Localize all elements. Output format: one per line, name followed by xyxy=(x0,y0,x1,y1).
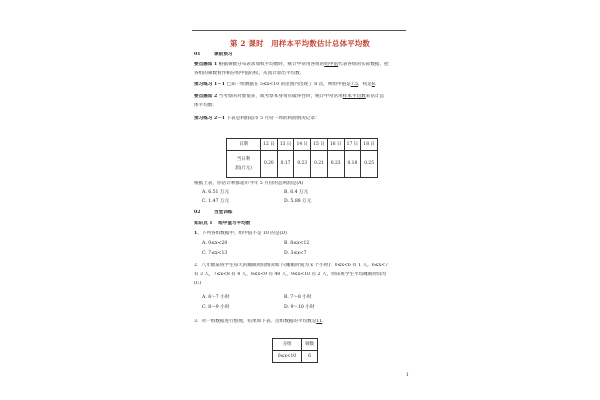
table-row xyxy=(227,151,378,178)
table-cell: 0≤x<10 xyxy=(273,351,302,363)
point-text: 当考察的对象很多，或考察本身带有破坏性时，统计中常常用 xyxy=(218,94,343,99)
ex2-option-a: A. 6～7 小时 xyxy=(202,295,230,300)
practice-label: 预习练习 2－1 xyxy=(194,116,225,121)
table-cell: 0.20 xyxy=(261,151,278,178)
q1-option-a: A. 6.51 万元 xyxy=(202,190,230,195)
point1-line1 xyxy=(194,62,424,68)
knowledge1-heading xyxy=(194,221,424,227)
ex2-option-b: B. 7～8 小时 xyxy=(284,295,312,300)
table-row xyxy=(273,351,318,363)
point2-line1 xyxy=(194,94,424,100)
table-header-cell: 14 日 xyxy=(294,139,311,151)
q1-option-b: B. 6.4 万元 xyxy=(284,190,309,195)
table-header-cell: 12 日 xyxy=(261,139,278,151)
frequency-table xyxy=(272,338,318,363)
page-title: 第 2 课时 用样本平均数估计总体平均数 xyxy=(230,39,370,48)
exercise-text: 下列各组数据中，组中值不是 10 的是(D) xyxy=(201,231,287,236)
practice-text: 已知一组数据在 5≤x<10 的范围内出现了 8 次，则组中值是 xyxy=(226,82,351,87)
table-cell: 0.25 xyxy=(361,151,378,178)
section-02-heading xyxy=(194,210,424,216)
exercise-text: 3．对一组数据进行整理，结果如下表，这组数据的平均数是 xyxy=(194,319,317,324)
point-text: 来估计总 xyxy=(365,94,385,99)
table-header-cell: 16 日 xyxy=(327,139,344,151)
ex1-option-d: D. 3≤x<7 xyxy=(284,251,307,256)
row-label-line: 当日利 xyxy=(236,156,251,162)
ex2-option-c: C. 8～9 小时 xyxy=(202,305,230,310)
knowledge-title: 组中值与平均数 xyxy=(218,221,251,226)
table-header-cell: 13 日 xyxy=(277,139,294,151)
table-row-label xyxy=(227,151,261,178)
table-cell: 0.17 xyxy=(277,151,294,178)
practice-text: ，权是 xyxy=(358,82,372,87)
header-rule xyxy=(192,30,406,31)
point-text: 代表各组的实际数据，把 xyxy=(338,62,389,67)
table-header-cell: 18 日 xyxy=(361,139,378,151)
table-row xyxy=(227,139,378,151)
profit-table xyxy=(226,138,378,178)
practice-text: 下表是利群超市 5 月份一周的利润情况记录： xyxy=(226,116,320,121)
section-number: 01 xyxy=(194,52,201,57)
ex1-option-c: C. 7≤x<13 xyxy=(202,251,228,256)
table-cell: 0.21 xyxy=(311,151,328,178)
ex1-stem: 1．下列各组数据中，组中值不是 10 的是(D) xyxy=(194,231,287,236)
point-text: 根据频数分布表求加权平均数时，统计中常用各组的 xyxy=(218,62,325,67)
point-label: 要点感知 2 xyxy=(194,94,218,99)
ex3-stem xyxy=(194,319,424,325)
table-cell: 0.18 xyxy=(344,151,361,178)
section-title: 当堂训练 xyxy=(214,210,233,215)
q1-option-c: C. 1.47 万元 xyxy=(202,199,230,204)
table-cell: 0.23 xyxy=(327,151,344,178)
section-01-heading xyxy=(194,52,424,58)
answer-blank: 7.5 xyxy=(350,82,359,87)
answer-blank: 8 xyxy=(371,82,375,87)
point1-line2: 各组的频数看作相应组中值的权，从而计算出平均数. xyxy=(194,71,302,76)
answer-blank: 样本平均数 xyxy=(342,94,366,99)
table-header-cell: 频数 xyxy=(302,339,318,351)
practice2-line xyxy=(194,116,424,122)
table-cell: 0.23 xyxy=(294,151,311,178)
table-header-cell: 17 日 xyxy=(344,139,361,151)
answer-blank: 组中值 xyxy=(324,62,339,67)
table-cell: 6 xyxy=(302,351,318,363)
ex1-option-a: A. 0≤x<20 xyxy=(202,241,228,246)
point2-line2: 体平均数. xyxy=(194,103,214,108)
exercise-text: . xyxy=(322,319,324,324)
ex2-line2: 有 3 人，7≤x<8 有 4 人，8≤x<9 有 40 人，9≤x<10 有 2 人，则该班学生平均睡眠时间为 xyxy=(194,272,387,277)
practice-text: . xyxy=(374,82,377,87)
table-header-cell: 分组 xyxy=(273,339,302,351)
section-number: 02 xyxy=(194,210,201,215)
point-label: 要点感知 1 xyxy=(194,62,218,67)
q1-stem: 根据上表，你估计利群超市今年 5 月份的总利润是(A) xyxy=(194,181,304,186)
answer-blank: 11 xyxy=(316,319,323,324)
q1-option-d: D. 5.88 万元 xyxy=(284,199,312,204)
ex2-line1: 2．八年级某班学生每天的睡眠时间情况如下(睡眠时间为 x 个小时)：0≤x<6 有 1 人，6≤x<7 xyxy=(194,263,388,268)
page-number: 1 xyxy=(406,373,409,378)
ex2-line3: (C) xyxy=(194,281,202,286)
table-row xyxy=(273,339,318,351)
practice1-line xyxy=(194,82,424,88)
practice-label: 预习练习 1－1 xyxy=(194,82,225,87)
section-title: 课前预习 xyxy=(214,52,233,57)
table-header-cell: 日期 xyxy=(227,139,261,151)
row-label-line: 润(万元) xyxy=(235,166,252,171)
ex1-option-b: B. 8≤x<12 xyxy=(284,241,310,246)
ex2-option-d: D. 9～10 小时 xyxy=(284,305,315,310)
table-header-cell: 15 日 xyxy=(311,139,328,151)
knowledge-label: 知识点 1 xyxy=(194,221,213,226)
